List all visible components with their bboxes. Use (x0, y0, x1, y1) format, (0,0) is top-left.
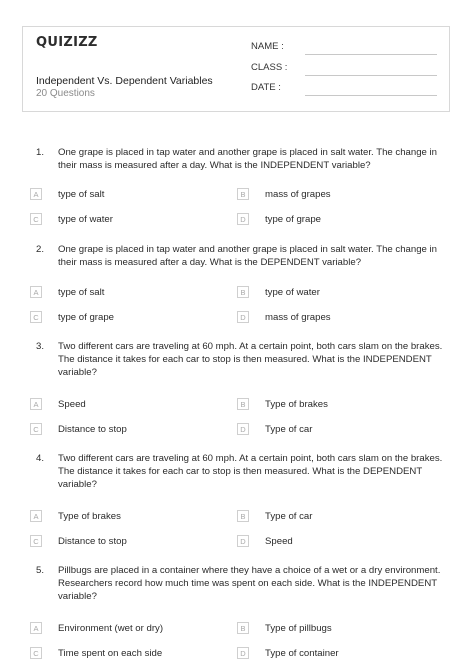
choice-text: type of water (265, 287, 320, 298)
class-label: CLASS : (251, 62, 288, 73)
question-count: 20 Questions (36, 88, 95, 99)
choice-text: mass of grapes (265, 189, 331, 200)
choice-letter-box: A (30, 622, 42, 634)
choice-letter-box: D (237, 311, 249, 323)
choice-text: Speed (58, 399, 86, 410)
question-number: 1. (36, 147, 45, 158)
choice-text: Speed (265, 536, 293, 547)
choice-letter-box: D (237, 423, 249, 435)
choice-letter-box: B (237, 398, 249, 410)
question-text: Pillbugs are placed in a container where they have a choice of a wet or a dry environment. Researchers record how much time was spent on each side. What is the INDEPENDENT variable? (58, 565, 441, 602)
choice-text: type of salt (58, 189, 105, 200)
choice-letter-box: A (30, 286, 42, 298)
choice-text: type of grape (265, 214, 322, 225)
question-number: 2. (36, 244, 45, 255)
name-field[interactable] (251, 39, 437, 55)
choice-text: mass of grapes (265, 312, 331, 323)
choice-letter-box: D (237, 535, 249, 547)
date-label: DATE : (251, 82, 281, 93)
question-text: Two different cars are traveling at 60 mph. At a certain point, both cars slam on the brakes. The distance it takes for each car to stop is then measured. What is the DEPENDENT variable? (58, 453, 443, 490)
choice-letter-box: B (237, 188, 249, 200)
question-number: 3. (36, 341, 45, 352)
choice-letter-box: C (30, 535, 42, 547)
question-number: 4. (36, 453, 45, 464)
choice-text: Type of brakes (58, 511, 121, 522)
choice-letter-box: C (30, 213, 42, 225)
choice-text: Distance to stop (58, 424, 127, 435)
choice-letter-box: B (237, 510, 249, 522)
class-field[interactable] (251, 60, 437, 76)
choice-letter-box: A (30, 188, 42, 200)
choice-text: type of water (58, 214, 113, 225)
name-line (305, 54, 437, 55)
choice-letter-box: C (30, 311, 42, 323)
choice-letter-box: D (237, 647, 249, 659)
choice-text: Type of container (265, 648, 339, 659)
choice-text: type of salt (58, 287, 105, 298)
question-text: One grape is placed in tap water and another grape is placed in salt water. The change in their mass is measured after a day. What is the INDEPENDENT variable? (58, 147, 438, 171)
worksheet-header (22, 26, 450, 112)
class-line (305, 75, 437, 76)
worksheet-title: Independent Vs. Dependent Variables (36, 75, 213, 87)
choice-letter-box: A (30, 510, 42, 522)
choice-text: Environment (wet or dry) (58, 623, 164, 634)
choice-text: Type of pillbugs (265, 623, 332, 634)
choice-letter-box: C (30, 423, 42, 435)
choice-text: type of grape (58, 312, 115, 323)
question-text: One grape is placed in tap water and another grape is placed in salt water. The change in their mass is measured after a day. What is the DEPENDENT variable? (58, 244, 438, 268)
choice-letter-box: C (30, 647, 42, 659)
date-field[interactable] (251, 80, 437, 96)
choice-letter-box: B (237, 622, 249, 634)
choice-text: Type of brakes (265, 399, 328, 410)
question-number: 5. (36, 565, 45, 576)
name-label: NAME : (251, 41, 284, 52)
choice-letter-box: D (237, 213, 249, 225)
choice-text: Distance to stop (58, 536, 127, 547)
quizizz-logo: QUIZIZZ (36, 35, 98, 50)
choice-letter-box: B (237, 286, 249, 298)
choice-text: Type of car (265, 511, 313, 522)
question-text: Two different cars are traveling at 60 mph. At a certain point, both cars slam on the brakes. The distance it takes for each car to stop is then measured. What is the INDEPENDENT variable? (58, 341, 443, 378)
choice-text: Time spent on each side (58, 648, 163, 659)
date-line (305, 95, 437, 96)
choice-letter-box: A (30, 398, 42, 410)
choice-text: Type of car (265, 424, 313, 435)
